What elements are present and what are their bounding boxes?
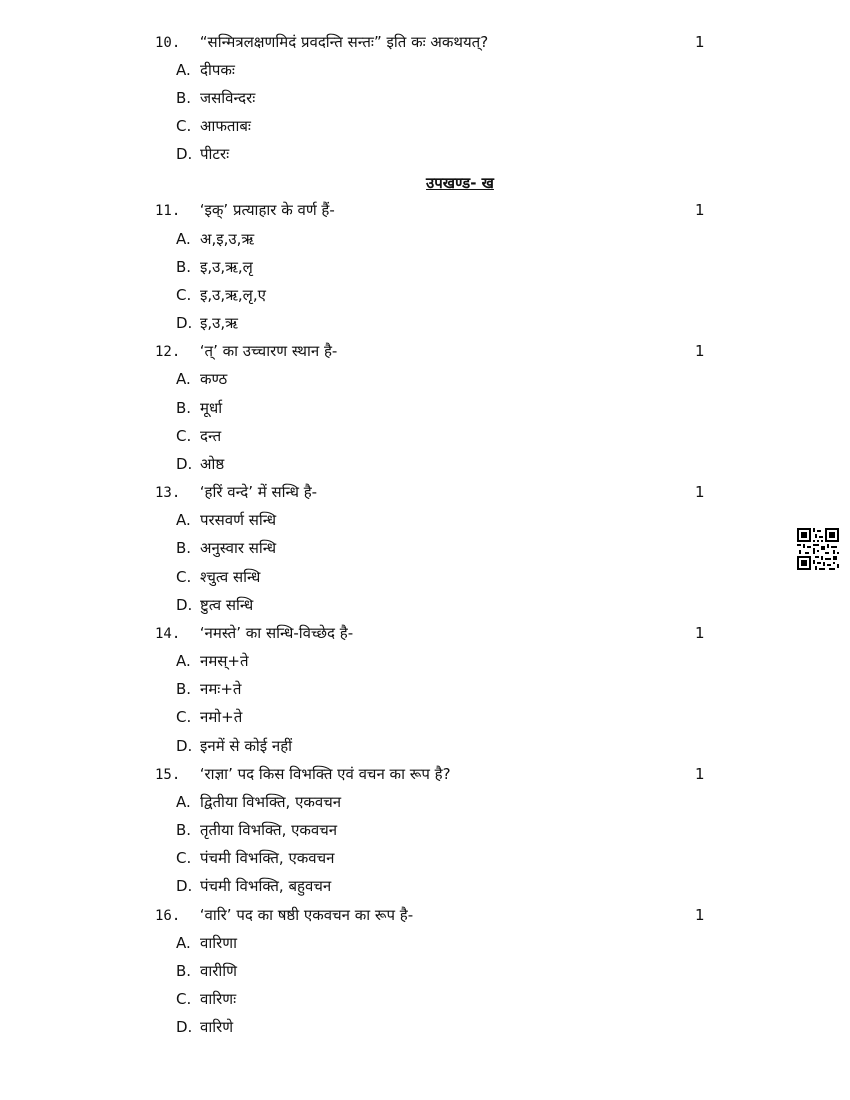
question-11 [155, 197, 715, 223]
question-number: 13. [155, 485, 181, 501]
option-letter: C. [176, 427, 192, 445]
option-letter: D. [176, 737, 193, 755]
question-marks: 1 [695, 33, 705, 51]
section-heading: उपखण्ड- ख [426, 174, 494, 192]
option-letter: C. [176, 286, 192, 304]
option-letter: C. [176, 849, 192, 867]
option-b [176, 535, 276, 561]
option-d [176, 451, 224, 477]
option-text: इ,उ,ऋ,लृ [200, 258, 253, 276]
option-letter: A. [176, 934, 191, 952]
option-a [176, 57, 235, 83]
option-c [176, 986, 236, 1012]
option-a [176, 226, 254, 252]
option-text: ओष्ठ [200, 455, 225, 473]
option-text: कण्ठ [200, 370, 228, 388]
option-letter: B. [176, 399, 192, 417]
option-letter: D. [176, 455, 193, 473]
option-letter: A. [176, 61, 191, 79]
option-c [176, 845, 334, 871]
option-text: जसविन्दरः [200, 89, 256, 107]
option-a [176, 930, 237, 956]
option-text: पंचमी विभक्ति, एकवचन [200, 849, 335, 867]
option-text: दीपकः [200, 61, 235, 79]
option-a [176, 366, 227, 392]
option-text: दन्त [200, 427, 222, 445]
question-text: ‘त्’ का उच्चारण स्थान है- [199, 342, 338, 360]
option-letter: D. [176, 877, 193, 895]
option-b [176, 395, 222, 421]
option-letter: C. [176, 990, 192, 1008]
option-b [176, 817, 337, 843]
option-text: तृतीया विभक्ति, एकवचन [200, 821, 338, 839]
option-a [176, 507, 276, 533]
option-letter: D. [176, 145, 193, 163]
option-text: वारिणे [200, 1018, 234, 1036]
question-marks: 1 [695, 906, 705, 924]
option-text: अ,इ,उ,ऋ [200, 230, 255, 248]
option-text: श्चुत्व सन्धि [200, 568, 261, 586]
question-marks: 1 [695, 624, 705, 642]
question-marks: 1 [695, 765, 705, 783]
option-text: आफताबः [200, 117, 251, 135]
option-text: पंचमी विभक्ति, बहुवचन [200, 877, 332, 895]
option-letter: A. [176, 652, 191, 670]
option-text: ष्टुत्व सन्धि [200, 596, 254, 614]
option-b [176, 676, 241, 702]
option-letter: A. [176, 230, 191, 248]
option-text: इ,उ,ऋ,लृ,ए [200, 286, 266, 304]
option-letter: A. [176, 370, 191, 388]
option-text: मूर्धा [200, 399, 223, 417]
question-marks: 1 [695, 201, 705, 219]
option-letter: D. [176, 596, 193, 614]
option-text: द्वितीया विभक्ति, एकवचन [200, 793, 342, 811]
option-text: वारिणः [200, 990, 237, 1008]
option-b [176, 254, 253, 280]
question-number: 15. [155, 767, 181, 783]
option-letter: C. [176, 568, 192, 586]
question-text: ‘हरिं वन्दे’ में सन्धि है- [199, 483, 318, 501]
option-letter: B. [176, 89, 192, 107]
option-letter: B. [176, 821, 192, 839]
question-10 [155, 29, 715, 55]
option-a [176, 648, 249, 674]
option-letter: A. [176, 793, 191, 811]
question-text: ‘वारि’ पद का षष्ठी एकवचन का रूप है- [199, 906, 414, 924]
option-text: नमो+ते [200, 708, 243, 726]
question-number: 14. [155, 626, 181, 642]
option-c [176, 423, 221, 449]
question-14 [155, 620, 715, 646]
question-marks: 1 [695, 483, 705, 501]
option-d [176, 592, 253, 618]
question-16 [155, 902, 715, 928]
option-text: इ,उ,ऋ [200, 314, 238, 332]
option-letter: C. [176, 708, 192, 726]
option-c [176, 113, 251, 139]
option-letter: B. [176, 680, 192, 698]
question-text: ‘नमस्ते’ का सन्धि-विच्छेद है- [199, 624, 354, 642]
option-letter: B. [176, 258, 192, 276]
question-marks: 1 [695, 342, 705, 360]
question-number: 11. [155, 203, 181, 219]
option-text: नमस्+ते [200, 652, 249, 670]
option-c [176, 282, 266, 308]
option-c [176, 564, 260, 590]
option-d [176, 310, 238, 336]
option-b [176, 85, 255, 111]
option-letter: B. [176, 539, 192, 557]
option-text: परसवर्ण सन्धि [200, 511, 277, 529]
option-d [176, 733, 292, 759]
option-b [176, 958, 237, 984]
question-15 [155, 761, 715, 787]
question-number: 16. [155, 908, 181, 924]
question-13 [155, 479, 715, 505]
question-number: 12. [155, 344, 181, 360]
question-text: ‘इक्’ प्रत्याहार के वर्ण हैं- [199, 201, 335, 219]
option-a [176, 789, 341, 815]
option-d [176, 873, 331, 899]
question-12 [155, 338, 715, 364]
option-letter: A. [176, 511, 191, 529]
question-text: “सन्मित्रलक्षणमिदं प्रवदन्ति सन्तः” इति कः अकथयत्? [199, 33, 489, 51]
option-text: अनुस्वार सन्धि [200, 539, 277, 557]
option-d [176, 141, 229, 167]
option-letter: C. [176, 117, 192, 135]
option-text: वारीणि [200, 962, 237, 980]
option-letter: D. [176, 314, 193, 332]
option-text: इनमें से कोई नहीं [200, 737, 293, 755]
option-d [176, 1014, 233, 1040]
option-text: पीटरः [200, 145, 230, 163]
option-letter: B. [176, 962, 192, 980]
option-letter: D. [176, 1018, 193, 1036]
option-c [176, 704, 242, 730]
qr-code-icon [797, 528, 839, 570]
option-text: वारिणा [200, 934, 237, 952]
question-text: ‘राज्ञा’ पद किस विभक्ति एवं वचन का रूप है? [199, 765, 451, 783]
question-number: 10. [155, 35, 181, 51]
option-text: नमः+ते [200, 680, 242, 698]
